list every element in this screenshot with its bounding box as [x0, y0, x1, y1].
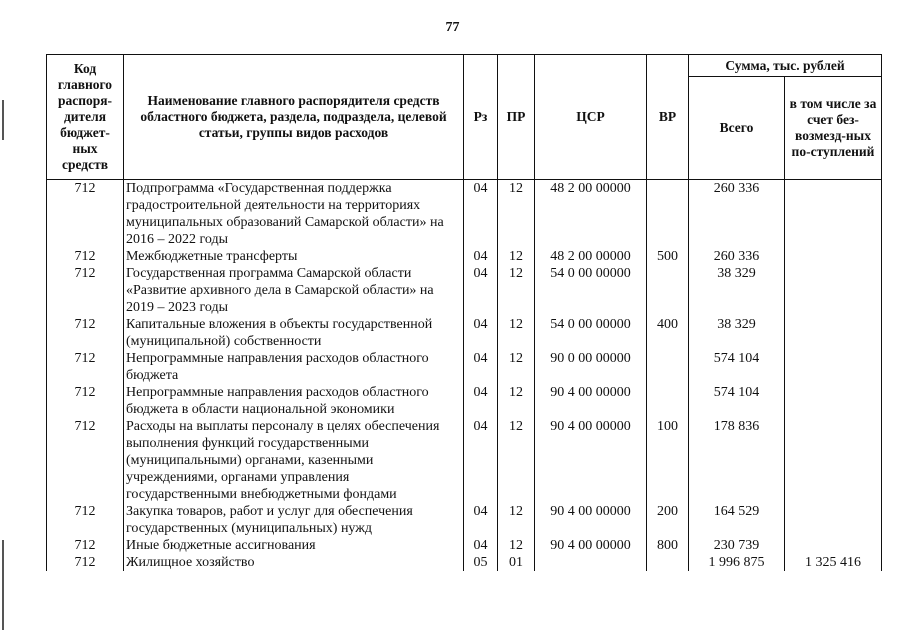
cell-rz: 05 [464, 554, 498, 571]
cell-rz: 04 [464, 503, 498, 537]
cell-name: Межбюджетные трансферты [124, 248, 464, 265]
header-free: в том числе за счет без-возмезд-ных по-ступлений [785, 77, 882, 180]
cell-free [785, 537, 882, 554]
cell-total: 574 104 [689, 384, 785, 418]
cell-vr [647, 180, 689, 249]
cell-vr: 500 [647, 248, 689, 265]
header-name: Наименование главного распорядителя средств областного бюджета, раздела, подраздела, целевой статьи, группы видов расходов [124, 55, 464, 180]
cell-free [785, 503, 882, 537]
budget-table [46, 54, 882, 571]
cell-name: Подпрограмма «Государственная поддержка градостроительной деятельности на территориях муниципальных образований Самарской области» на 2016 – 2022 годы [124, 180, 464, 249]
cell-rz: 04 [464, 248, 498, 265]
cell-free [785, 418, 882, 503]
cell-free [785, 180, 882, 249]
table-row [47, 537, 882, 554]
cell-pr: 12 [498, 248, 535, 265]
cell-total: 230 739 [689, 537, 785, 554]
cell-code: 712 [47, 248, 124, 265]
cell-code: 712 [47, 384, 124, 418]
cell-total: 574 104 [689, 350, 785, 384]
cell-vr: 800 [647, 537, 689, 554]
cell-code: 712 [47, 418, 124, 503]
cell-vr [647, 350, 689, 384]
cell-pr: 12 [498, 384, 535, 418]
cell-total: 1 996 875 [689, 554, 785, 571]
binding-mark [2, 540, 4, 630]
cell-csr: 90 4 00 00000 [535, 384, 647, 418]
cell-vr: 100 [647, 418, 689, 503]
cell-free [785, 248, 882, 265]
cell-csr: 54 0 00 00000 [535, 316, 647, 350]
cell-csr: 90 4 00 00000 [535, 537, 647, 554]
header-pr: ПР [498, 55, 535, 180]
cell-csr: 54 0 00 00000 [535, 265, 647, 316]
cell-name: Непрограммные направления расходов областного бюджета в области национальной экономики [124, 384, 464, 418]
table-body [47, 180, 882, 572]
cell-pr: 12 [498, 316, 535, 350]
cell-total: 178 836 [689, 418, 785, 503]
table-header [47, 55, 882, 180]
cell-vr [647, 265, 689, 316]
header-code: Код главного распоря-дителя бюджет-ных средств [47, 55, 124, 180]
cell-free [785, 384, 882, 418]
cell-csr [535, 554, 647, 571]
table-row [47, 248, 882, 265]
header-rz: Рз [464, 55, 498, 180]
cell-vr [647, 554, 689, 571]
cell-total: 38 329 [689, 265, 785, 316]
cell-code: 712 [47, 180, 124, 249]
table-row [47, 554, 882, 571]
cell-name: Государственная программа Самарской области «Развитие архивного дела в Самарской области» на 2019 – 2023 годы [124, 265, 464, 316]
cell-name: Непрограммные направления расходов областного бюджета [124, 350, 464, 384]
cell-csr: 48 2 00 00000 [535, 180, 647, 249]
cell-pr: 01 [498, 554, 535, 571]
cell-name: Капитальные вложения в объекты государственной (муниципальной) собственности [124, 316, 464, 350]
header-total: Всего [689, 77, 785, 180]
cell-vr [647, 384, 689, 418]
cell-name: Закупка товаров, работ и услуг для обеспечения государственных (муниципальных) нужд [124, 503, 464, 537]
header-sum: Сумма, тыс. рублей [689, 55, 882, 77]
cell-name: Расходы на выплаты персоналу в целях обеспечения выполнения функций государственными (муниципальными) органами, казенными учреждениями, органами управления государственными внебюджетными фондами [124, 418, 464, 503]
cell-rz: 04 [464, 350, 498, 384]
cell-name: Жилищное хозяйство [124, 554, 464, 571]
cell-rz: 04 [464, 384, 498, 418]
cell-rz: 04 [464, 537, 498, 554]
table-row [47, 350, 882, 384]
cell-free [785, 350, 882, 384]
cell-pr: 12 [498, 537, 535, 554]
table-row [47, 384, 882, 418]
cell-pr: 12 [498, 418, 535, 503]
cell-pr: 12 [498, 265, 535, 316]
cell-free [785, 316, 882, 350]
table-row [47, 503, 882, 537]
cell-total: 260 336 [689, 180, 785, 249]
cell-csr: 90 4 00 00000 [535, 503, 647, 537]
cell-rz: 04 [464, 418, 498, 503]
table-row [47, 418, 882, 503]
cell-csr: 48 2 00 00000 [535, 248, 647, 265]
cell-rz: 04 [464, 265, 498, 316]
cell-name: Иные бюджетные ассигнования [124, 537, 464, 554]
cell-csr: 90 0 00 00000 [535, 350, 647, 384]
table-row [47, 265, 882, 316]
cell-vr: 200 [647, 503, 689, 537]
cell-total: 38 329 [689, 316, 785, 350]
cell-code: 712 [47, 554, 124, 571]
page-number: 77 [445, 20, 460, 35]
cell-code: 712 [47, 350, 124, 384]
cell-code: 712 [47, 265, 124, 316]
cell-free [785, 265, 882, 316]
header-vr: ВР [647, 55, 689, 180]
table-row [47, 316, 882, 350]
cell-pr: 12 [498, 180, 535, 249]
cell-pr: 12 [498, 503, 535, 537]
table-row [47, 180, 882, 249]
cell-code: 712 [47, 316, 124, 350]
cell-code: 712 [47, 503, 124, 537]
binding-mark [2, 100, 4, 140]
cell-rz: 04 [464, 180, 498, 249]
cell-rz: 04 [464, 316, 498, 350]
cell-pr: 12 [498, 350, 535, 384]
cell-csr: 90 4 00 00000 [535, 418, 647, 503]
header-csr: ЦСР [535, 55, 647, 180]
cell-total: 164 529 [689, 503, 785, 537]
cell-code: 712 [47, 537, 124, 554]
cell-total: 260 336 [689, 248, 785, 265]
cell-free: 1 325 416 [785, 554, 882, 571]
cell-vr: 400 [647, 316, 689, 350]
